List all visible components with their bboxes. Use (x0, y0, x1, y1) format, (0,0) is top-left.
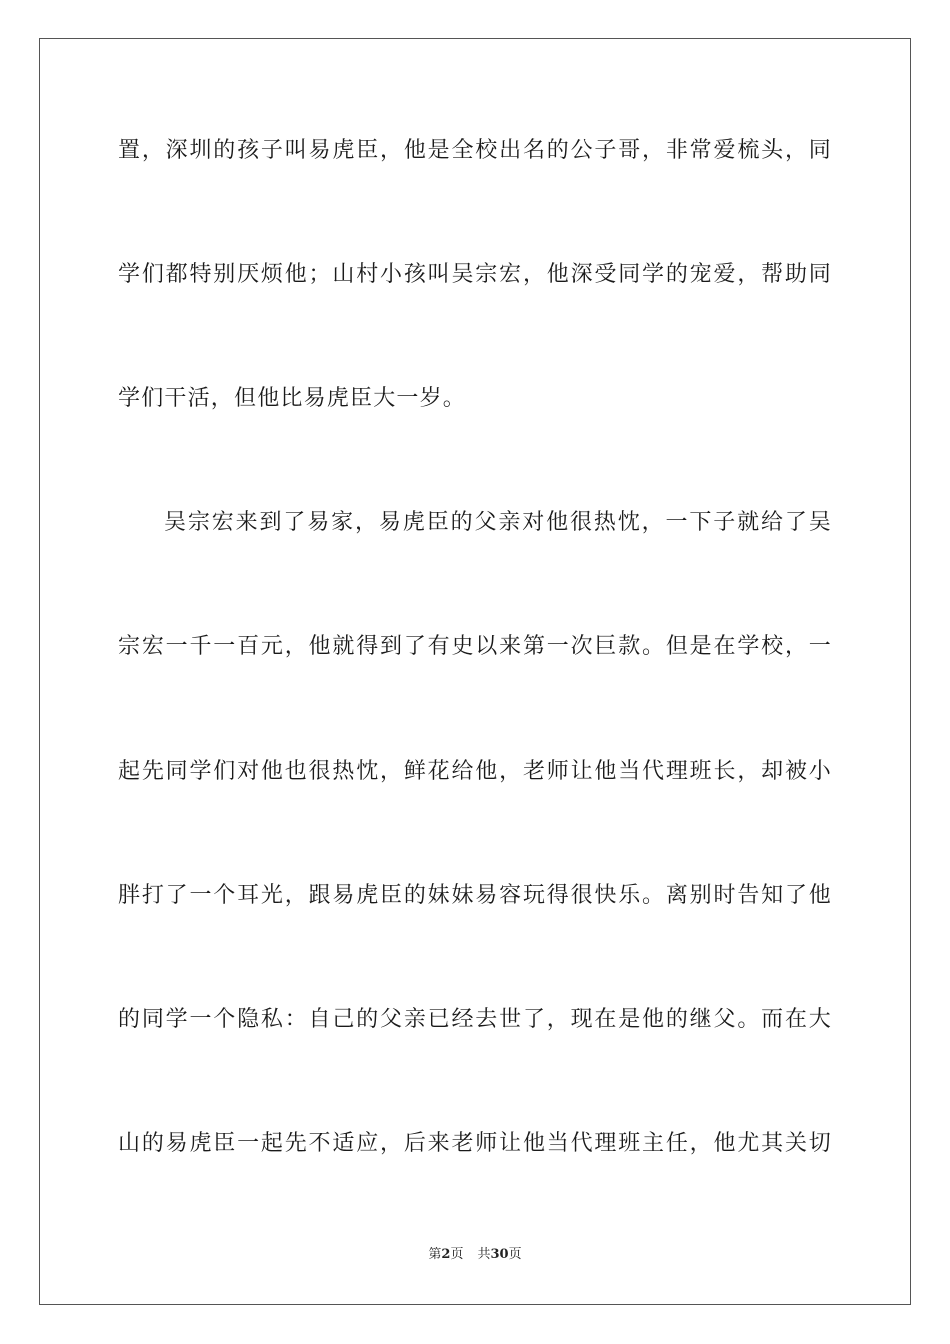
page-prefix: 第 (428, 1247, 442, 1262)
text-line: 宗宏一千一百元，他就得到了有史以来第一次巨款。但是在学校，一 (118, 634, 832, 659)
total-prefix: 共 (477, 1247, 491, 1262)
text-line: 置，深圳的孩子叫易虎臣，他是全校出名的公子哥，非常爱梳头，同 (118, 138, 832, 163)
text-line: 吴宗宏来到了易家，易虎臣的父亲对他很热忱，一下子就给了吴 (164, 510, 832, 535)
page-border (39, 38, 911, 1305)
total-pages: 30 (490, 1247, 509, 1262)
text-line: 胖打了一个耳光，跟易虎臣的妹妹易容玩得很快乐。离别时告知了他 (118, 883, 832, 908)
page-number: 2 (441, 1247, 451, 1262)
total-suffix: 页 (508, 1247, 522, 1262)
text-line: 起先同学们对他也很热忱，鲜花给他，老师让他当代理班长，却被小 (118, 759, 832, 784)
page-footer (0, 1246, 950, 1264)
page-suffix: 页 (450, 1247, 464, 1262)
text-line: 山的易虎臣一起先不适应，后来老师让他当代理班主任，他尤其关切 (118, 1131, 832, 1156)
text-line: 学们都特别厌烦他；山村小孩叫吴宗宏，他深受同学的宠爱，帮助同 (118, 262, 832, 287)
text-line: 学们干活，但他比易虎臣大一岁。 (118, 386, 467, 411)
text-line: 的同学一个隐私：自己的父亲已经去世了，现在是他的继父。而在大 (118, 1007, 832, 1032)
